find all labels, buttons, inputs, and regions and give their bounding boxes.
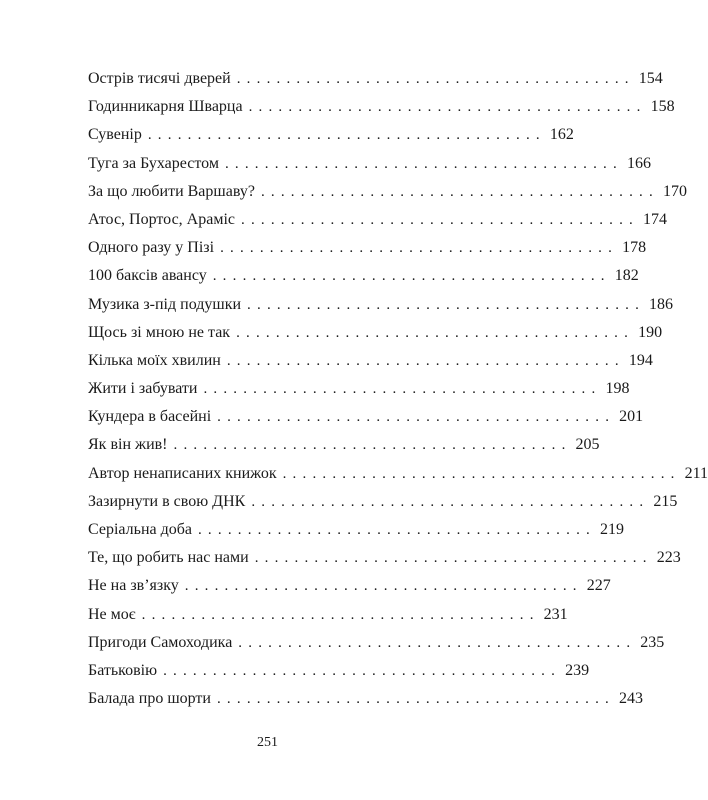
dot-leader: ........................................ — [226, 352, 625, 369]
page-number: 251 — [257, 735, 278, 750]
toc-entry-page: 215 — [653, 492, 678, 510]
dot-leader: ........................................ — [236, 324, 635, 341]
toc-entry-page: 190 — [638, 323, 663, 341]
toc-entry-title: Зазирнути в свою ДНК — [88, 492, 246, 510]
toc-entry-title: Острів тисячі дверей — [88, 70, 231, 87]
toc-entry-page: 198 — [605, 380, 630, 398]
dot-leader: ........................................ — [197, 522, 596, 538]
dot-leader: ........................................ — [203, 381, 602, 398]
toc-entry — [88, 65, 663, 93]
toc-entry-page: 178 — [622, 239, 647, 257]
toc-entry-title: Кундера в басейні — [88, 408, 212, 426]
toc-entry-title: Туга за Бухарестом — [88, 154, 219, 172]
dot-leader: ........................................ — [236, 71, 635, 87]
dot-leader: ........................................ — [247, 296, 646, 313]
dot-leader: ........................................ — [184, 578, 583, 595]
toc-entry — [88, 206, 667, 234]
toc-entry — [88, 544, 681, 572]
toc-entry-page: 239 — [565, 661, 590, 679]
toc-entry — [88, 375, 630, 403]
toc-entry — [88, 319, 663, 347]
toc-entry — [88, 93, 675, 121]
toc-entry-title: Музика з-під подушки — [88, 295, 242, 313]
toc-entry-title: Одного разу у Пізі — [88, 239, 215, 257]
toc-entry-title: Сувенір — [88, 126, 142, 144]
toc-entry-title: Пригоди Самоходика — [88, 633, 233, 651]
toc-entry — [88, 291, 674, 319]
toc-entry-page: 162 — [549, 126, 574, 144]
toc-entry-page: 170 — [662, 182, 687, 200]
toc-entry-page: 243 — [618, 690, 643, 708]
toc-entry-page: 194 — [628, 351, 653, 369]
toc-entry-page: 186 — [649, 295, 674, 313]
toc-entry — [88, 572, 611, 600]
dot-leader: ........................................ — [141, 606, 540, 623]
toc-entry-title: Балада про шорти — [88, 690, 211, 708]
toc-entry-page: 235 — [640, 633, 665, 651]
dot-leader: ........................................ — [248, 99, 647, 116]
toc-entry-page: 223 — [656, 549, 681, 567]
dot-leader: ........................................ — [173, 437, 572, 454]
toc-entry-title: Не на зв’язку — [88, 577, 179, 595]
toc-entry — [88, 121, 574, 149]
toc-entry-title: Годинникарня Шварца — [88, 98, 243, 116]
toc-entry — [88, 460, 708, 488]
dot-leader: ........................................ — [254, 550, 653, 567]
dot-leader: ........................................ — [241, 211, 639, 228]
toc-entry — [88, 234, 647, 262]
toc-entry-title: 100 баксів авансу — [88, 267, 207, 285]
toc-entry-title: Батьковію — [88, 661, 158, 679]
toc-entry-page: 166 — [626, 154, 651, 172]
toc-entry-page: 227 — [586, 577, 611, 595]
toc-entry — [88, 629, 665, 657]
toc-entry-page: 219 — [599, 521, 624, 538]
toc-entry-title: Не моє — [88, 605, 136, 623]
toc-entry-title: Жити і забувати — [88, 380, 198, 398]
table-of-contents — [88, 65, 708, 713]
dot-leader: ........................................ — [260, 183, 659, 200]
toc-entry-page: 158 — [650, 98, 675, 116]
dot-leader: ........................................ — [212, 268, 611, 285]
toc-entry-title: Щось зі мною не так — [88, 323, 231, 341]
dot-leader: ........................................ — [163, 662, 562, 679]
toc-entry — [88, 516, 624, 544]
dot-leader: ........................................ — [238, 634, 637, 651]
toc-entry — [88, 685, 643, 713]
toc-entry-page: 154 — [638, 70, 663, 87]
toc-entry-title: Атос, Портос, Араміс — [88, 210, 235, 228]
toc-entry-page: 182 — [614, 267, 639, 285]
toc-entry-page: 201 — [619, 408, 644, 426]
toc-entry — [88, 347, 653, 375]
toc-entry-title: Автор ненаписаних книжок — [88, 464, 277, 482]
dot-leader: ........................................ — [224, 155, 623, 172]
toc-entry-page: 211 — [684, 464, 708, 482]
toc-entry — [88, 178, 687, 206]
dot-leader: ........................................ — [251, 493, 650, 510]
dot-leader: ........................................ — [147, 127, 546, 144]
toc-entry-title: Серіальна доба — [88, 521, 192, 538]
toc-entry — [88, 262, 639, 290]
toc-entry-page: 205 — [575, 436, 600, 454]
dot-leader: ........................................ — [217, 409, 616, 426]
dot-leader: ........................................ — [220, 240, 619, 257]
toc-entry — [88, 657, 590, 685]
toc-entry-title: Кілька моїх хвилин — [88, 351, 221, 369]
dot-leader: ........................................ — [216, 691, 615, 708]
toc-entry — [88, 150, 651, 178]
toc-entry — [88, 403, 644, 431]
toc-entry — [88, 488, 678, 516]
toc-entry-page: 231 — [543, 605, 568, 623]
toc-entry-title: За що любити Варшаву? — [88, 182, 255, 200]
toc-entry-page: 174 — [643, 210, 667, 228]
toc-entry-title: Те, що робить нас нами — [88, 549, 249, 567]
toc-entry — [88, 601, 568, 629]
dot-leader: ........................................ — [282, 465, 681, 482]
toc-entry — [88, 431, 600, 459]
toc-entry-title: Як він жив! — [88, 436, 168, 454]
